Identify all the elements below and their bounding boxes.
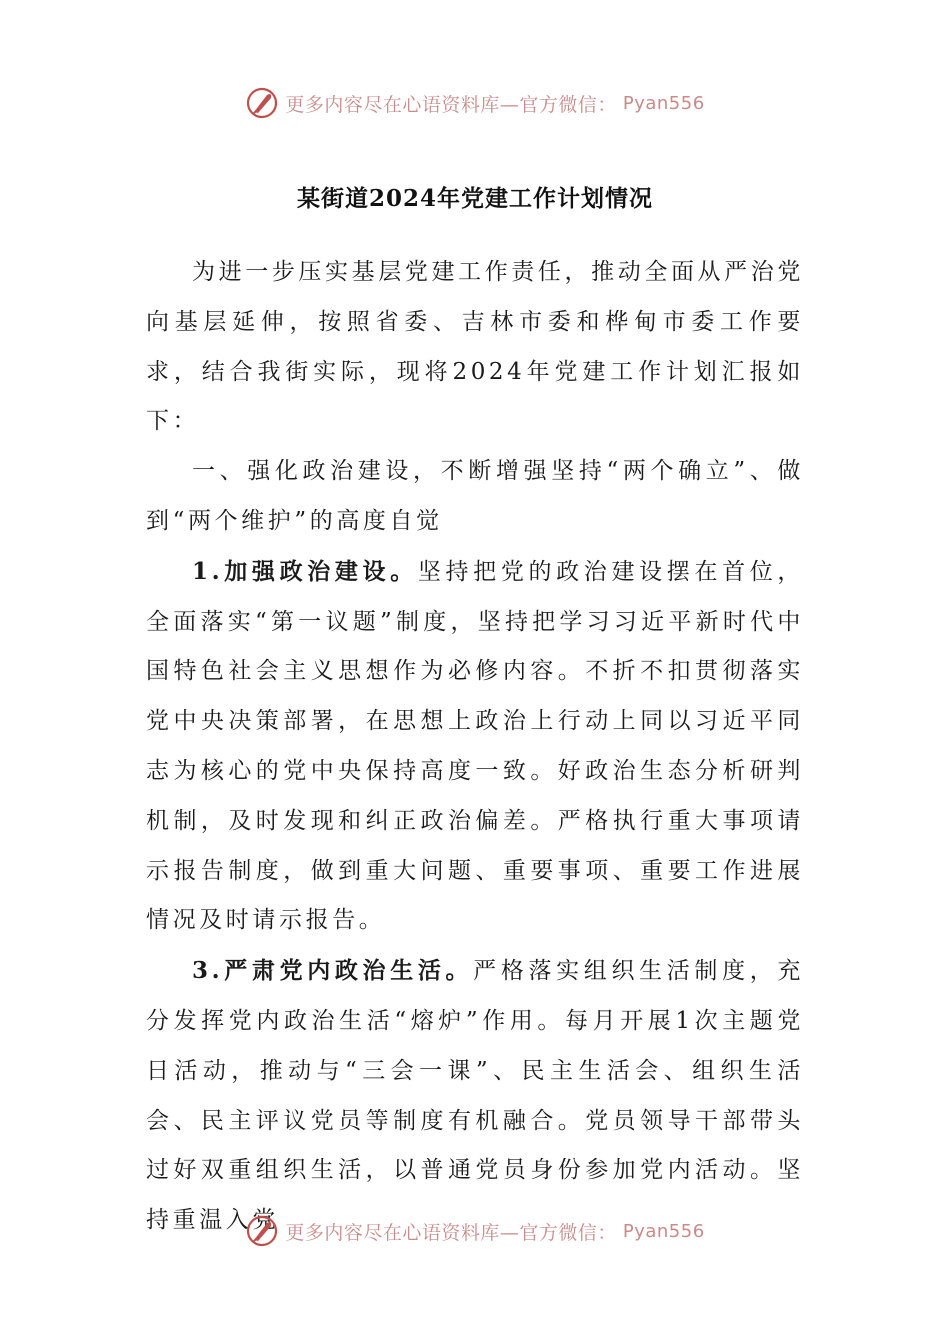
watermark-text: 更多内容尽在心语资料库—官方微信： [285, 93, 617, 116]
paragraph-lead: 1.加强政治建设。 [192, 557, 418, 585]
watermark-header [0, 86, 950, 120]
item-paragraph-3 [146, 946, 804, 1246]
document-title: 某街道2024年党建工作计划情况 [296, 185, 653, 212]
watermark-footer [0, 1214, 950, 1248]
intro-paragraph [146, 248, 804, 447]
quill-logo-icon [245, 86, 279, 120]
watermark-wechat-id: Pyan556 [622, 92, 705, 114]
item-paragraph-1 [146, 547, 804, 946]
paragraph-text: 为进一步压实基层党建工作责任，推动全面从严治党向基层延伸，按照省委、吉林市委和桦甸市委工作要求，结合我街实际，现将2024年党建工作计划汇报如下： [146, 259, 804, 435]
document-body [146, 248, 804, 1246]
watermark-text: 更多内容尽在心语资料库—官方微信： [285, 1221, 617, 1244]
watermark-wechat-id: Pyan556 [622, 1220, 705, 1242]
paragraph-text: 坚持把党的政治建设摆在首位，全面落实“第一议题”制度，坚持把学习习近平新时代中国特色社会主义思想作为必修内容。不折不扣贯彻落实党中央决策部署，在思想上政治上行动上同以习近平同志为核心的党中央保持高度一致。好政治生态分析研判机制，及时发现和纠正政治偏差。严格执行重大事项请示报告制度，做到重大问题、重要事项、重要工作进展情况及时请示报告。 [146, 558, 804, 934]
section-heading [146, 447, 804, 547]
paragraph-text: 严格落实组织生活制度，充分发挥党内政治生活“熔炉”作用。每月开展1次主题党日活动，推动与“三会一课”、民主生活会、组织生活会、民主评议党员等制度有机融合。党员领导干部带头过好双重组织生活，以普通党员身份参加党内活动。坚持重温入党 [146, 958, 804, 1234]
paragraph-lead: 3.严肃党内政治生活。 [192, 957, 474, 985]
paragraph-text: 一、强化政治建设，不断增强坚持“两个确立”、做到“两个维护”的高度自觉 [146, 458, 804, 534]
quill-logo-icon [245, 1214, 279, 1248]
